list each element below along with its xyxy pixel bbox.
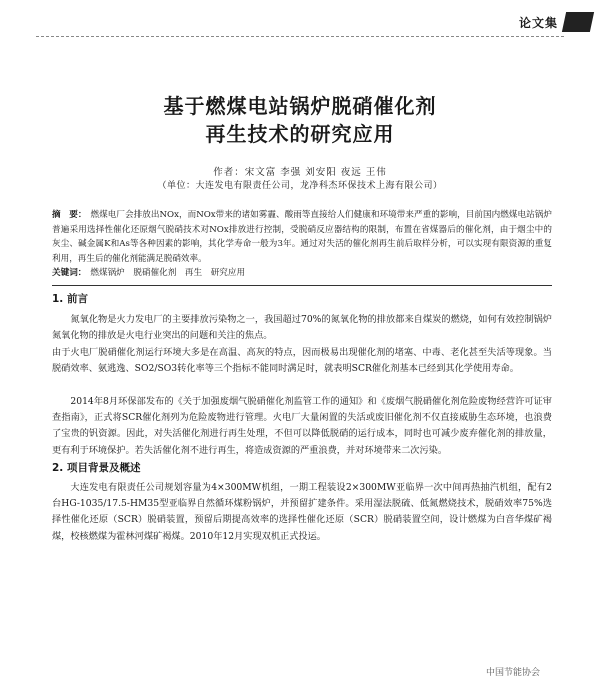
abstract-label: 摘 要： <box>52 210 87 220</box>
abstract-text: 燃煤电厂会排放出NOx，而NOx带来的诸如雾霾、酸雨等直接给人们健康和环境带来严重的影响，目前国内燃煤电站锅炉普遍采用选择性催化还原烟气脱硝技术对NOx排放进行控制，受脱硝反应器结构的限制，布置在省煤器后的催化剂，由于烟尘中的灰尘、碱金属K和As等各种因素的影响，其化学寿命一般为3年。通过对失活的催化剂再生前后取样分析，可以实现有限资源的重复利用，再生后的催化剂能满足脱硝效率。 <box>52 210 552 264</box>
abstract <box>52 208 552 266</box>
section-label: 论文集 <box>518 15 558 30</box>
section-2-paragraph-1: 大连发电有限责任公司规划容量为4×300MW机组，一期工程装设2×300MW亚临界一次中间再热抽汽机组，配有2台HG-1035/17.5-HM35型亚临界自然循环煤粉锅炉，并预留扩建条件。采用湿法脱硫、低氮燃烧技术，脱硝效率75%选择性催化还原（SCR）脱硝装置，预留后期提高效率的选择性催化还原（SCR）脱硝装置空间，设计燃煤为白音华煤矿褐煤，校核燃煤为霍林河煤矿褐煤。2010年12月实现双机正式投运。 <box>52 482 552 542</box>
title-line-2: 再生技术的研究应用 <box>205 122 395 146</box>
title-line-1: 基于燃煤电站锅炉脱硝催化剂 <box>163 94 437 118</box>
section-1-paragraph-1: 氮氧化物是火力发电厂的主要排放污染物之一，我国超过70%的氮氧化物的排放都来自煤炭的燃烧，如何有效控制锅炉氮氧化物的排放是火电行业突出的问题和关注的焦点。 <box>52 314 552 342</box>
section-heading-2: 2. 项目背景及概述 <box>52 462 141 474</box>
section-heading-1: 1. 前言 <box>52 293 88 305</box>
keywords <box>52 266 552 280</box>
affiliation: （单位：大连发电有限责任公司，龙净科杰环保技术上海有限公司） <box>157 181 443 191</box>
paper-title <box>0 92 600 148</box>
footer-text: 中国节能协会 <box>485 668 540 678</box>
keywords-label: 关键词： <box>52 268 87 278</box>
authors: 作者：宋文富 李强 刘安阳 夜远 王伟 <box>213 167 387 178</box>
section-tag <box>519 12 592 32</box>
keywords-text: 燃煤锅炉 脱硝催化剂 再生 研究应用 <box>90 268 246 278</box>
keywords-rule <box>52 285 552 286</box>
section-mark-icon <box>562 12 594 32</box>
header-divider <box>36 36 564 37</box>
section-1-paragraph-3: 2014年8月环保部发布的《关于加强废烟气脱硝催化剂监管工作的通知》和《废烟气脱硝催化剂危险废物经营许可证审查指南》，正式将SCR催化剂列为危险废物进行管理。火电厂大量闲置的失活或废旧催化剂不仅直接威胁生态环境，也浪费了宝贵的钒资源。因此，对失活催化剂进行再生处理，不但可以降低脱硝的运行成本，同时也可减少废弃催化剂的排放量，更有利于环境保护。若失活催化剂不进行再生，将造成资源的严重浪费，并对环境带来二次污染。 <box>52 396 552 456</box>
section-1-paragraph-2: 由于火电厂脱硝催化剂运行环境大多是在高温、高灰的特点，因而极易出现催化剂的堵塞、中毒、老化甚至失活等现象。当脱硝效率、氨逃逸、SO2/SO3转化率等三个指标不能同时满足时，就表明SCR催化剂基本已经到其化学使用寿命。 <box>52 347 552 375</box>
